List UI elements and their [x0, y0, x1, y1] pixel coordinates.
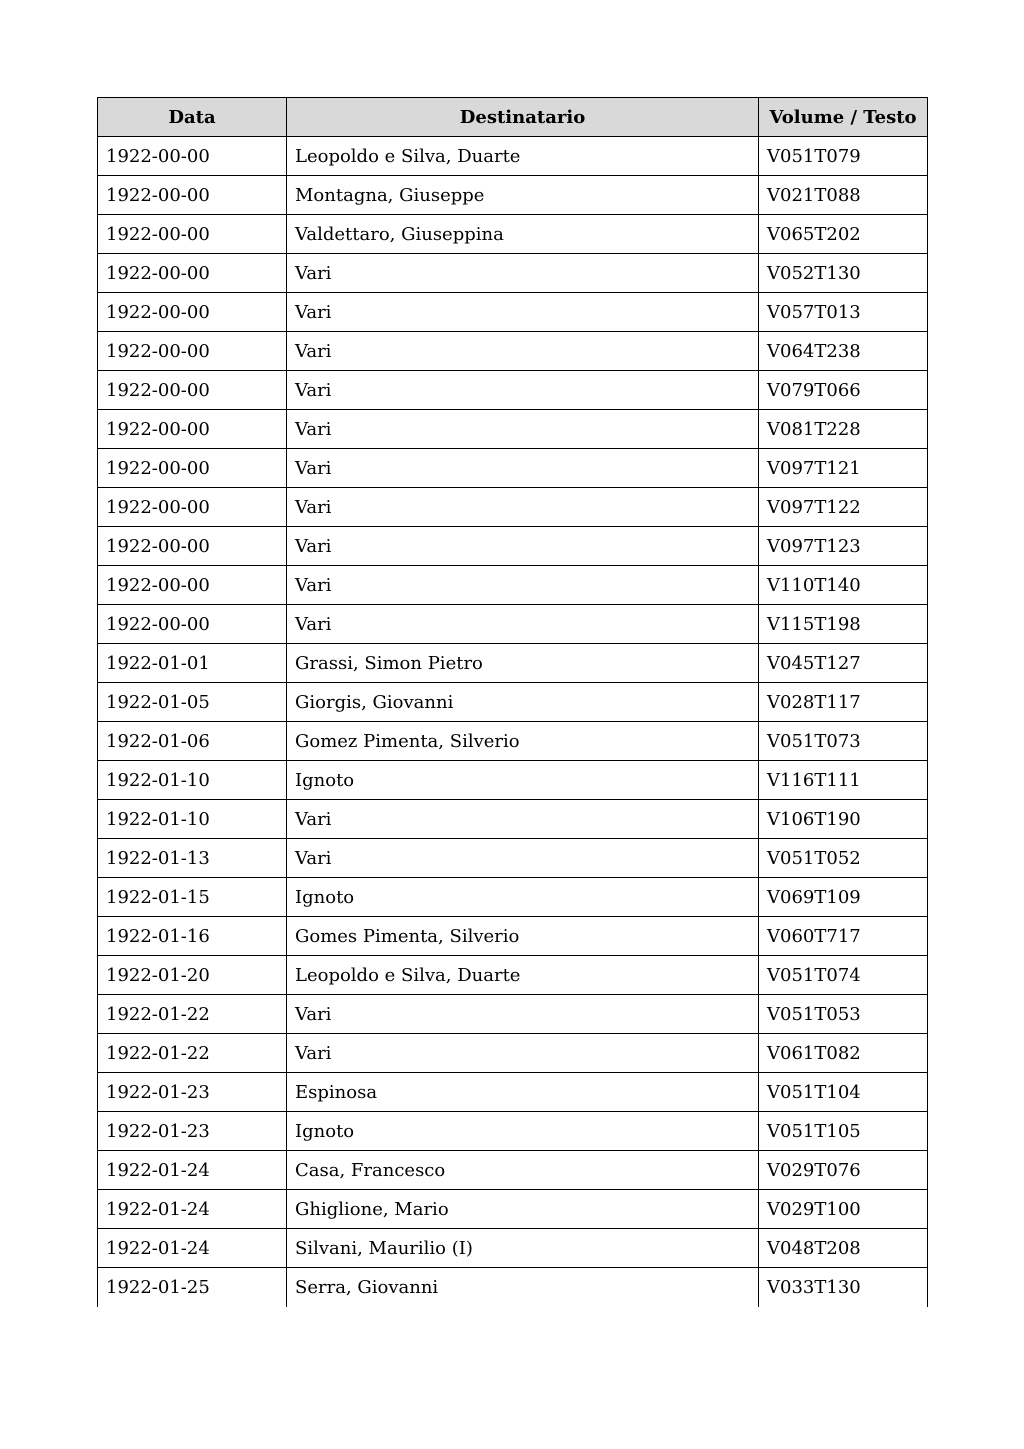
cell-volume-text: V079T066	[759, 371, 928, 410]
cell-volume-text: V033T130	[759, 1268, 928, 1307]
cell-date: 1922-01-05	[98, 683, 287, 722]
header-volume-testo: Volume / Testo	[759, 98, 928, 137]
cell-date: 1922-00-00	[98, 566, 287, 605]
table-row	[98, 1034, 928, 1073]
cell-date: 1922-00-00	[98, 527, 287, 566]
cell-recipient: Vari	[287, 527, 759, 566]
cell-date: 1922-01-06	[98, 722, 287, 761]
cell-volume-text: V048T208	[759, 1229, 928, 1268]
cell-date: 1922-01-01	[98, 644, 287, 683]
table-row	[98, 176, 928, 215]
table-row	[98, 137, 928, 176]
cell-volume-text: V052T130	[759, 254, 928, 293]
table-header-row	[98, 98, 928, 137]
table-row	[98, 995, 928, 1034]
table-row	[98, 1229, 928, 1268]
cell-recipient: Valdettaro, Giuseppina	[287, 215, 759, 254]
cell-recipient: Vari	[287, 410, 759, 449]
cell-recipient: Casa, Francesco	[287, 1151, 759, 1190]
cell-volume-text: V115T198	[759, 605, 928, 644]
cell-recipient: Vari	[287, 488, 759, 527]
cell-recipient: Silvani, Maurilio (I)	[287, 1229, 759, 1268]
table-row	[98, 488, 928, 527]
cell-volume-text: V051T073	[759, 722, 928, 761]
table-row	[98, 722, 928, 761]
cell-recipient: Vari	[287, 800, 759, 839]
cell-recipient: Vari	[287, 449, 759, 488]
table-row	[98, 566, 928, 605]
cell-recipient: Leopoldo e Silva, Duarte	[287, 137, 759, 176]
cell-recipient: Espinosa	[287, 1073, 759, 1112]
cell-volume-text: V045T127	[759, 644, 928, 683]
cell-volume-text: V029T100	[759, 1190, 928, 1229]
cell-date: 1922-00-00	[98, 215, 287, 254]
cell-date: 1922-00-00	[98, 605, 287, 644]
cell-date: 1922-00-00	[98, 371, 287, 410]
table-row	[98, 1151, 928, 1190]
cell-date: 1922-01-10	[98, 800, 287, 839]
cell-date: 1922-01-24	[98, 1151, 287, 1190]
cell-date: 1922-00-00	[98, 410, 287, 449]
cell-date: 1922-01-13	[98, 839, 287, 878]
cell-volume-text: V028T117	[759, 683, 928, 722]
cell-recipient: Vari	[287, 605, 759, 644]
cell-volume-text: V110T140	[759, 566, 928, 605]
table-row	[98, 878, 928, 917]
cell-volume-text: V069T109	[759, 878, 928, 917]
cell-volume-text: V097T121	[759, 449, 928, 488]
cell-date: 1922-00-00	[98, 176, 287, 215]
table-row	[98, 605, 928, 644]
cell-volume-text: V116T111	[759, 761, 928, 800]
cell-volume-text: V021T088	[759, 176, 928, 215]
cell-date: 1922-01-22	[98, 1034, 287, 1073]
table-row	[98, 761, 928, 800]
cell-date: 1922-00-00	[98, 488, 287, 527]
cell-recipient: Gomes Pimenta, Silverio	[287, 917, 759, 956]
cell-volume-text: V061T082	[759, 1034, 928, 1073]
cell-volume-text: V060T717	[759, 917, 928, 956]
table-row	[98, 293, 928, 332]
cell-volume-text: V064T238	[759, 332, 928, 371]
table-row	[98, 1073, 928, 1112]
cell-date: 1922-01-24	[98, 1229, 287, 1268]
cell-recipient: Vari	[287, 839, 759, 878]
cell-date: 1922-01-23	[98, 1112, 287, 1151]
table-row	[98, 254, 928, 293]
table-row	[98, 215, 928, 254]
table-body	[98, 137, 928, 1307]
cell-volume-text: V051T052	[759, 839, 928, 878]
letters-index-table	[97, 97, 928, 1307]
cell-volume-text: V081T228	[759, 410, 928, 449]
table-row	[98, 1112, 928, 1151]
cell-date: 1922-00-00	[98, 137, 287, 176]
cell-date: 1922-00-00	[98, 254, 287, 293]
table-row	[98, 800, 928, 839]
table-row	[98, 449, 928, 488]
cell-recipient: Ignoto	[287, 761, 759, 800]
cell-date: 1922-00-00	[98, 293, 287, 332]
cell-recipient: Ignoto	[287, 1112, 759, 1151]
cell-recipient: Giorgis, Giovanni	[287, 683, 759, 722]
table-row	[98, 956, 928, 995]
cell-volume-text: V051T104	[759, 1073, 928, 1112]
cell-recipient: Vari	[287, 1034, 759, 1073]
table-row	[98, 332, 928, 371]
cell-date: 1922-01-10	[98, 761, 287, 800]
cell-volume-text: V029T076	[759, 1151, 928, 1190]
cell-volume-text: V065T202	[759, 215, 928, 254]
cell-volume-text: V051T074	[759, 956, 928, 995]
cell-recipient: Vari	[287, 566, 759, 605]
table-row	[98, 410, 928, 449]
header-destinatario: Destinatario	[287, 98, 759, 137]
cell-recipient: Grassi, Simon Pietro	[287, 644, 759, 683]
cell-recipient: Vari	[287, 995, 759, 1034]
cell-recipient: Vari	[287, 371, 759, 410]
table-row	[98, 839, 928, 878]
cell-recipient: Montagna, Giuseppe	[287, 176, 759, 215]
cell-recipient: Ghiglione, Mario	[287, 1190, 759, 1229]
cell-recipient: Gomez Pimenta, Silverio	[287, 722, 759, 761]
table-row	[98, 917, 928, 956]
table-row	[98, 1190, 928, 1229]
cell-date: 1922-01-24	[98, 1190, 287, 1229]
cell-date: 1922-01-16	[98, 917, 287, 956]
cell-date: 1922-01-22	[98, 995, 287, 1034]
cell-date: 1922-01-23	[98, 1073, 287, 1112]
cell-volume-text: V051T079	[759, 137, 928, 176]
cell-volume-text: V057T013	[759, 293, 928, 332]
cell-volume-text: V097T123	[759, 527, 928, 566]
cell-date: 1922-00-00	[98, 332, 287, 371]
cell-recipient: Serra, Giovanni	[287, 1268, 759, 1307]
table-row	[98, 371, 928, 410]
cell-date: 1922-00-00	[98, 449, 287, 488]
cell-date: 1922-01-15	[98, 878, 287, 917]
table-row	[98, 1268, 928, 1307]
table-row	[98, 527, 928, 566]
cell-volume-text: V051T105	[759, 1112, 928, 1151]
table-row	[98, 683, 928, 722]
cell-volume-text: V097T122	[759, 488, 928, 527]
cell-recipient: Leopoldo e Silva, Duarte	[287, 956, 759, 995]
header-data: Data	[98, 98, 287, 137]
cell-recipient: Vari	[287, 293, 759, 332]
cell-recipient: Vari	[287, 254, 759, 293]
cell-recipient: Ignoto	[287, 878, 759, 917]
cell-date: 1922-01-20	[98, 956, 287, 995]
cell-volume-text: V051T053	[759, 995, 928, 1034]
cell-volume-text: V106T190	[759, 800, 928, 839]
cell-recipient: Vari	[287, 332, 759, 371]
cell-date: 1922-01-25	[98, 1268, 287, 1307]
table-row	[98, 644, 928, 683]
